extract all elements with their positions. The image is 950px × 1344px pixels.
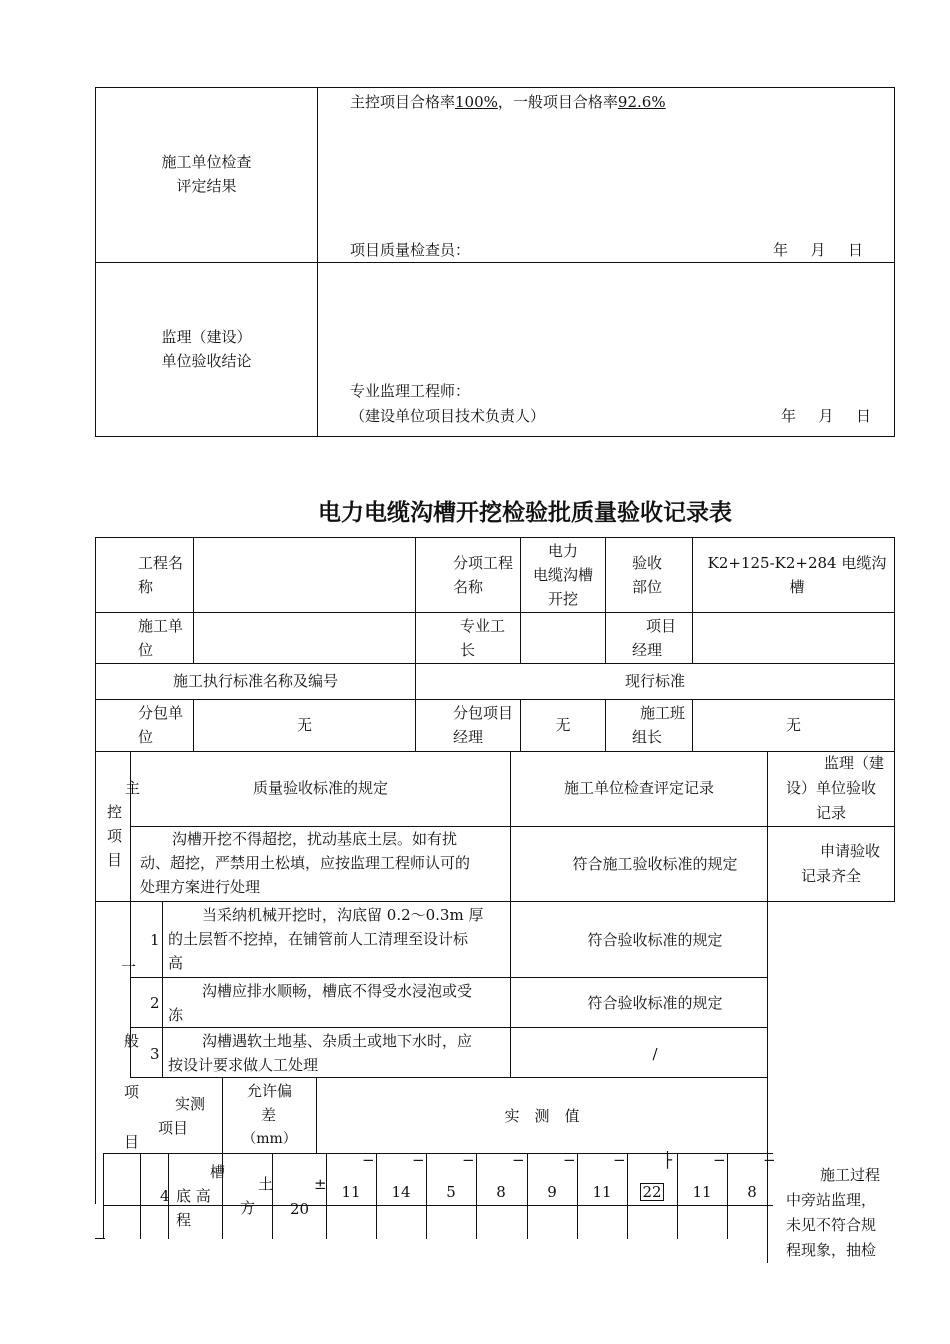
sub-pm-value: 无 — [555, 716, 571, 734]
general-row-2-result: 符合验收标准的规定 — [587, 994, 723, 1012]
main-items-side-label: 主 控 项 目 — [107, 779, 141, 869]
measured-value: 14 — [391, 1183, 411, 1201]
general-supervisor-value: 施工过程 中旁站监理， 未见不符合规 程现象，抽检 — [785, 1166, 880, 1259]
foreman-label: 专业工 长 — [460, 617, 506, 659]
project-name-label: 工程名 称 — [138, 554, 184, 596]
general-row-3-result: / — [652, 1045, 658, 1063]
col-spec-header: 质量验收标准的规定 — [252, 779, 388, 797]
measured-value: 8 — [496, 1183, 506, 1201]
engineer-label: 专业监理工程师： — [350, 382, 471, 400]
general-row-2-no: 2 — [150, 994, 160, 1012]
general-row-3-no: 3 — [150, 1045, 160, 1063]
general-row-2-text: 沟槽应排水顺畅，槽底不得受水浸泡或受 冻 — [168, 982, 473, 1024]
value-sign: − — [512, 1151, 525, 1169]
general-side-1: 一 — [121, 958, 137, 976]
row4-plus-minus: ± — [314, 1175, 327, 1193]
general-row-1-text: 当采纳机械开挖时，沟底留 0.2～0.3m 厚 的土层暂不挖掉，在铺管前人工清理至设计标 高 — [168, 906, 484, 972]
measured-value-header: 实 测 值 — [504, 1107, 580, 1125]
main-supervisor-value: 申请验收 记录齐全 — [800, 842, 880, 885]
row4-name: 槽 底 高 程 — [176, 1163, 226, 1229]
measured-value: 5 — [446, 1183, 456, 1201]
subitem-name-value: 电力 电缆沟槽 开挖 — [532, 542, 593, 608]
main-record-value: 符合施工验收标准的规定 — [572, 855, 738, 873]
inspector-label: 项目质量检查员： — [350, 241, 471, 259]
measured-value: 11 — [341, 1183, 361, 1201]
value-sign: − — [763, 1151, 776, 1169]
general-side-4: 目 — [124, 1133, 140, 1151]
value-sign: − — [713, 1151, 726, 1169]
standard-value: 现行标准 — [624, 672, 685, 690]
measured-value: 11 — [692, 1183, 712, 1201]
date-2: 年 月 日 — [781, 407, 872, 425]
date-1: 年 月 日 — [773, 241, 864, 259]
constr-unit-label: 施工单 位 — [138, 617, 184, 659]
allow-dev-label: 允许偏 差 （mm） — [242, 1082, 297, 1147]
value-sign: − — [563, 1151, 576, 1169]
team-leader-value: 无 — [785, 716, 801, 734]
sub-unit-label: 分包单 位 — [138, 704, 184, 746]
measure-item-label: 实测 项目 — [158, 1095, 206, 1137]
general-row-3-text: 沟槽遇软土地基、杂质土或地下水时，应 按设计要求做人工处理 — [168, 1032, 473, 1074]
main-rate: 100% — [455, 93, 498, 111]
main-spec-text: 沟槽开挖不得超挖，扰动基底土层。如有扰 动、超挖，严禁用土松填，应按监理工程师认可的 处理方案进行处理 — [140, 830, 471, 896]
pm-label: 项目 经理 — [632, 617, 677, 659]
row4-tolerance: 20 — [290, 1200, 310, 1218]
page-title: 电力电缆沟槽开挖检验批质量验收记录表 — [318, 500, 732, 526]
pass-rate-line: 主控项目合格率100%，一般项目合格率92.6% — [350, 93, 666, 111]
team-leader-label: 施工班 组长 — [632, 704, 686, 746]
col-supervisor-header: 监理（建 设）单位验收 记录 — [785, 754, 884, 822]
col-record-header: 施工单位检查评定记录 — [563, 779, 714, 797]
value-sign: − — [613, 1151, 626, 1169]
measured-value: 11 — [592, 1183, 612, 1201]
standard-label: 施工执行标准名称及编号 — [172, 672, 338, 690]
measured-value: 22 — [642, 1183, 662, 1201]
value-sign: − — [362, 1151, 375, 1169]
owner-rep-label: （建设单位项目技术负责人） — [350, 407, 546, 425]
general-row-1-result: 符合验收标准的规定 — [587, 931, 723, 949]
sub-pm-label: 分包项目 经理 — [453, 704, 514, 746]
row1-label: 施工单位检查 评定结果 — [161, 153, 252, 195]
general-side-3: 项 — [124, 1083, 140, 1101]
accept-part-label: 验收 部位 — [632, 554, 663, 596]
value-sign: ├ — [663, 1151, 673, 1169]
value-sign: − — [412, 1151, 425, 1169]
row4-type: 土 方 — [240, 1175, 274, 1217]
sub-unit-value: 无 — [296, 716, 312, 734]
subitem-name-label: 分项工程 名称 — [453, 554, 514, 596]
value-sign: − — [462, 1151, 475, 1169]
measured-value: 8 — [747, 1183, 757, 1201]
general-row-1-no: 1 — [150, 931, 160, 949]
measured-value: 9 — [547, 1183, 557, 1201]
row2-label: 监理（建设） 单位验收结论 — [161, 328, 252, 370]
row4-no: 4 — [160, 1187, 170, 1205]
general-rate: 92.6% — [617, 93, 666, 111]
general-side-2: 般 — [124, 1032, 140, 1050]
accept-part-value: K2+125-K2+284 电缆沟 槽 — [707, 554, 887, 596]
